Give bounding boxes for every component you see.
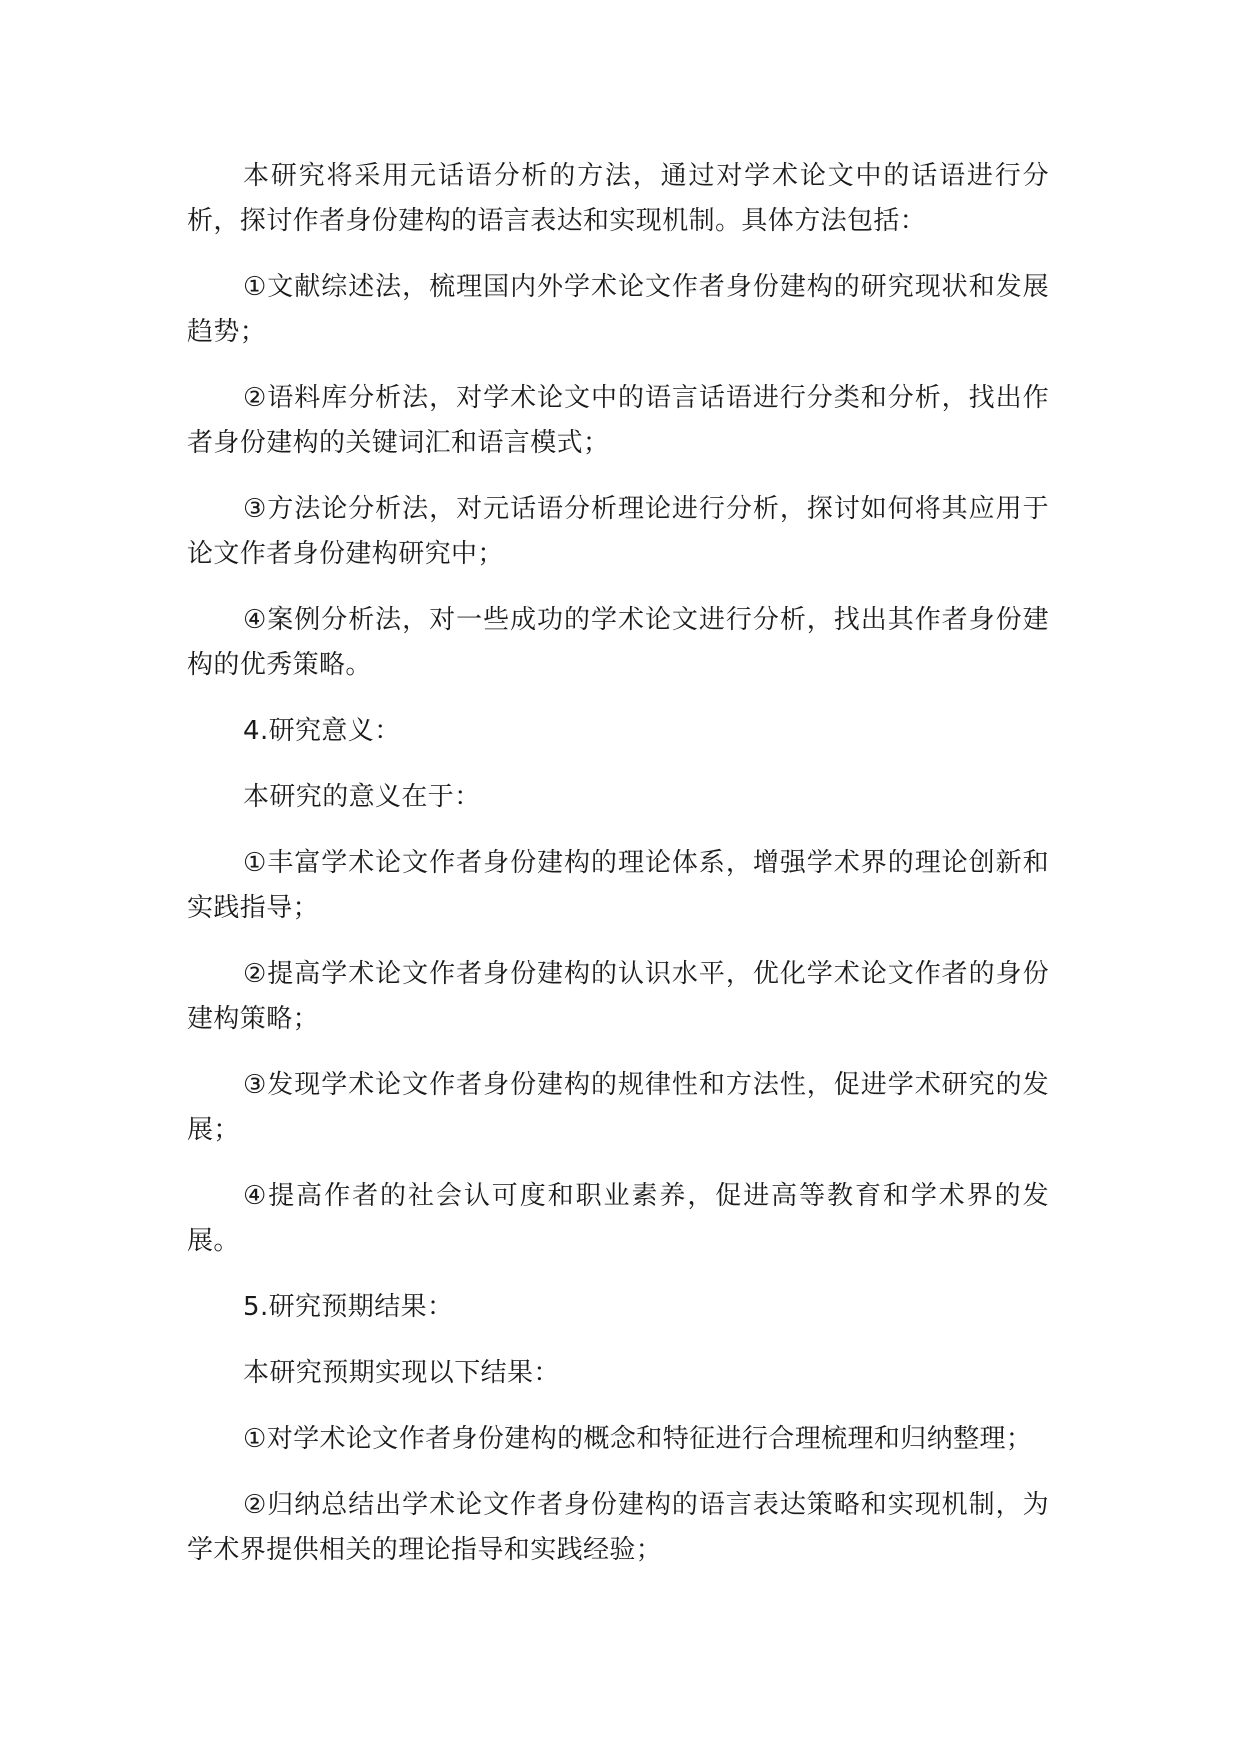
document-body	[187, 154, 1049, 1594]
paragraph-method-3: ③方法论分析法，对元话语分析理论进行分析，探讨如何将其应用于论文作者身份建构研究中；	[187, 494, 1049, 569]
paragraph-methods-intro: 本研究将采用元话语分析的方法，通过对学术论文中的话语进行分析，探讨作者身份建构的语言表达和实现机制。具体方法包括：	[187, 161, 1049, 236]
section-heading-expected-results: 5.研究预期结果：	[243, 1292, 454, 1322]
paragraph-results-intro: 本研究预期实现以下结果：	[243, 1358, 560, 1388]
paragraph-significance-intro: 本研究的意义在于：	[243, 782, 481, 812]
paragraph-result-2: ②归纳总结出学术论文作者身份建构的语言表达策略和实现机制，为学术界提供相关的理论指导和实践经验；	[187, 1490, 1049, 1565]
paragraph-significance-3: ③发现学术论文作者身份建构的规律性和方法性，促进学术研究的发展；	[187, 1070, 1049, 1145]
paragraph-significance-2: ②提高学术论文作者身份建构的认识水平，优化学术论文作者的身份建构策略；	[187, 959, 1049, 1034]
paragraph-significance-4: ④提高作者的社会认可度和职业素养，促进高等教育和学术界的发展。	[187, 1181, 1049, 1256]
paragraph-significance-1: ①丰富学术论文作者身份建构的理论体系，增强学术界的理论创新和实践指导；	[187, 848, 1049, 923]
section-heading-significance: 4.研究意义：	[243, 716, 401, 746]
paragraph-method-4: ④案例分析法，对一些成功的学术论文进行分析，找出其作者身份建构的优秀策略。	[187, 605, 1049, 680]
paragraph-method-1: ①文献综述法，梳理国内外学术论文作者身份建构的研究现状和发展趋势；	[187, 272, 1049, 347]
paragraph-method-2: ②语料库分析法，对学术论文中的语言话语进行分类和分析，找出作者身份建构的关键词汇和语言模式；	[187, 383, 1049, 458]
paragraph-result-1: ①对学术论文作者身份建构的概念和特征进行合理梳理和归纳整理；	[243, 1424, 1033, 1454]
